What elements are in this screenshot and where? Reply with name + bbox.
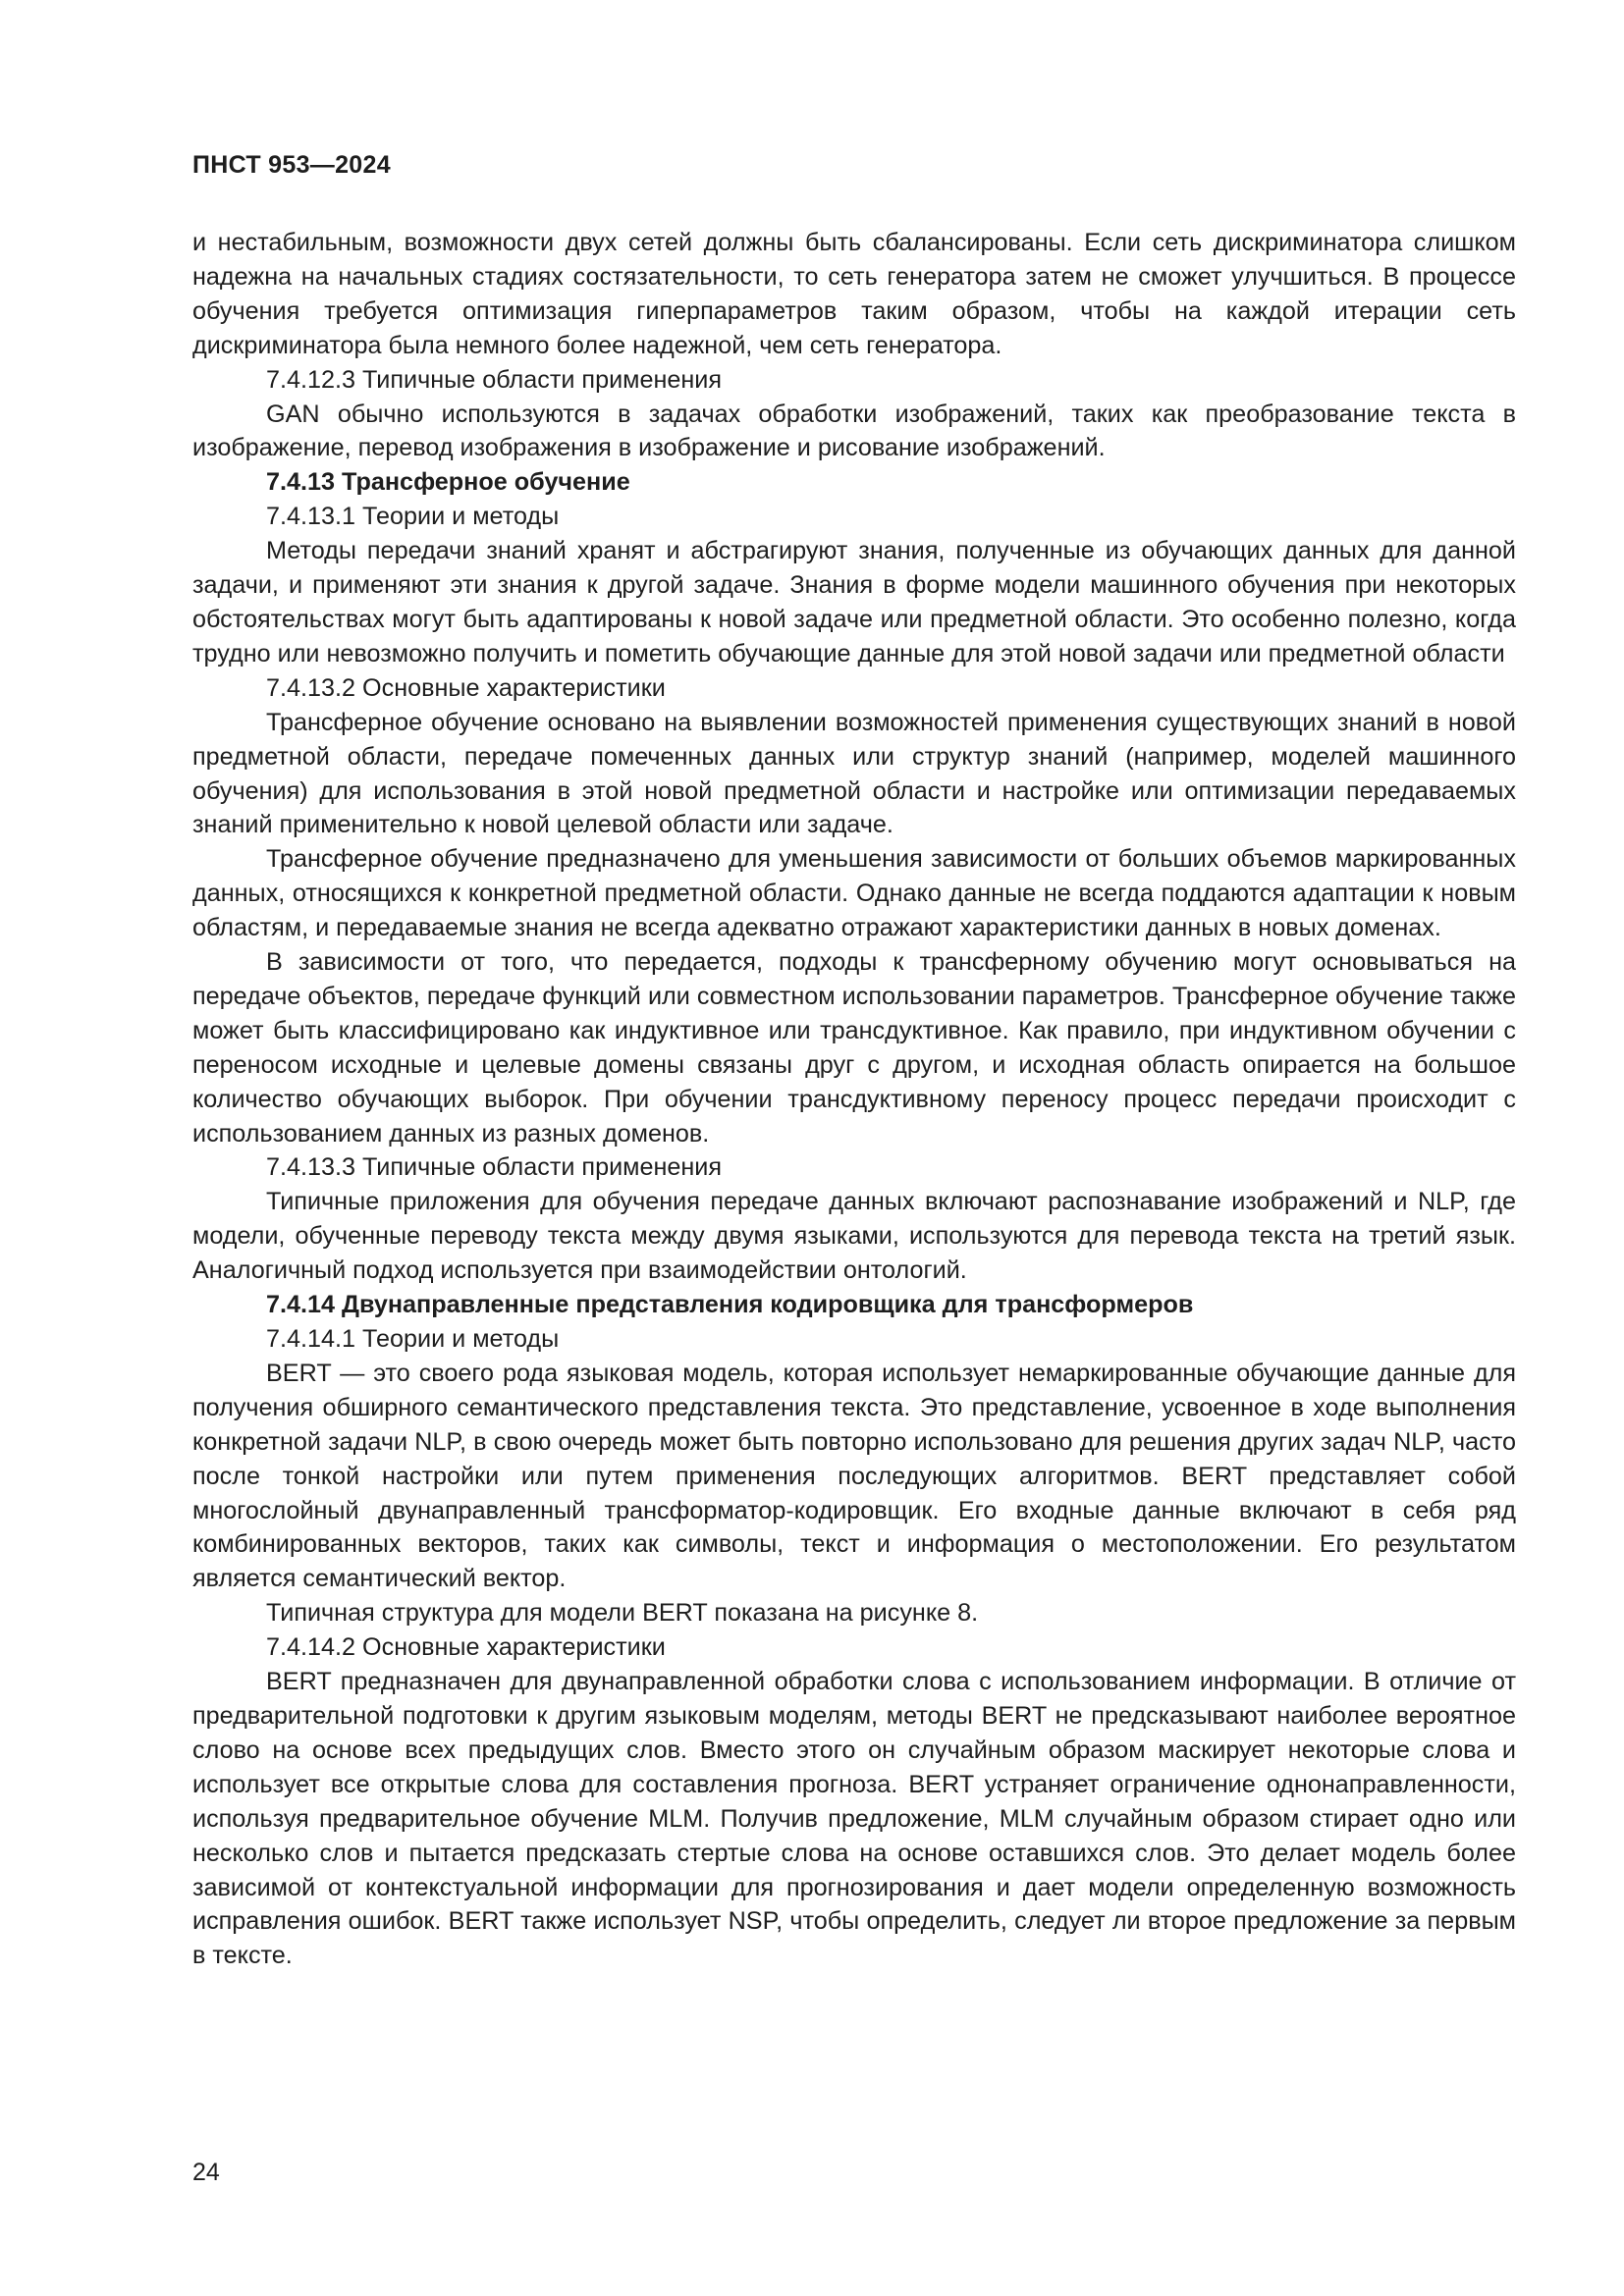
section-heading: 7.4.13 Трансферное обучение [266, 468, 630, 497]
paragraph: Трансферное обучение предназначено для уменьшения зависимости от больших объемов маркированных данных, относящихся к конкретной предметной области. Однако данные не всегда поддаются адаптации к новым областям, и передаваемые знания не всегда адекватно отражают характеристики данных в новых доменах. [192, 845, 1516, 942]
paragraph: BERT — это своего рода языковая модель, которая использует немаркированные обучающие данные для получения обширного семантического представления текста. Это представление, усвоенное в ходе выполнения конкретной задачи NLP, в свою очередь может быть повторно использовано для решения других задач NLP, часто после тонкой настройки или путем применения последующих алгоритмов. BERT представляет собой многослойный двунаправленный трансформатор-кодировщик. Его входные данные включают в себя ряд комбинированных векторов, таких как символы, текст и информация о местоположении. Его результатом является семантический вектор. [192, 1359, 1516, 1593]
subheading: 7.4.14.1 Теории и методы [266, 1325, 560, 1353]
paragraph: и нестабильным, возможности двух сетей должны быть сбалансированы. Если сеть дискриминатора слишком надежна на начальных стадиях состязательности, то сеть генератора затем не сможет улучшиться. В процессе обучения требуется оптимизация гиперпараметров таким образом, чтобы на каждой итерации сеть дискриминатора была немного более надежной, чем сеть генератора. [192, 229, 1516, 359]
paragraph: В зависимости от того, что передается, подходы к трансферному обучению могут основываться на передаче объектов, передаче функций или совместном использовании параметров. Трансферное обучение также может быть классифицировано как индуктивное или трансдуктивное. Как правило, при индуктивном обучении с переносом исходные и целевые домены связаны друг с другом, и исходная область опирается на большое количество обучающих выборок. При обучении трансдуктивному переносу процесс передачи происходит с использованием данных из разных доменов. [192, 948, 1516, 1148]
paragraph: Типичная структура для модели BERT показана на рисунке 8. [266, 1599, 979, 1628]
subheading: 7.4.13.1 Теории и методы [266, 503, 560, 531]
paragraph: Типичные приложения для обучения передаче данных включают распознавание изображений и NLP, где модели, обученные переводу текста между двумя языками, используются для перевода текста на третий язык. Аналогичный подход используется при взаимодействии онтологий. [192, 1188, 1516, 1285]
subheading: 7.4.13.3 Типичные области применения [266, 1153, 723, 1182]
subheading: 7.4.14.2 Основные характеристики [266, 1633, 666, 1662]
paragraph: Трансферное обучение основано на выявлении возможностей применения существующих знаний в новой предметной области, передаче помеченных данных или структур знаний (например, моделей машинного обучения) для использования в этой новой предметной области и настройке или оптимизации передаваемых знаний применительно к новой целевой области или задаче. [192, 708, 1516, 839]
document-body [192, 226, 1516, 1973]
document-header: ПНСТ 953—2024 [192, 151, 391, 179]
paragraph: Методы передачи знаний хранят и абстрагируют знания, полученные из обучающих данных для данной задачи, и применяют эти знания к другой задаче. Знания в форме модели машинного обучения при некоторых обстоятельствах могут быть адаптированы к новой задаче или предметной области. Это особенно полезно, когда трудно или невозможно получить и пометить обучающие данные для этой новой задачи или предметной области [192, 537, 1516, 667]
section-heading: 7.4.14 Двунаправленные представления кодировщика для трансформеров [266, 1291, 1194, 1319]
paragraph: BERT предназначен для двунаправленной обработки слова с использованием информации. В отличие от предварительной подготовки к другим языковым моделям, методы BERT не предсказывают наиболее вероятное слово на основе всех предыдущих слов. Вместо этого он случайным образом маскирует некоторые слова и использует все открытые слова для составления прогноза. BERT устраняет ограничение однонаправленности, используя предварительное обучение MLM. Получив предложение, MLM случайным образом стирает одно или несколько слов и пытается предсказать стертые слова на основе оставшихся слов. Это делает модель более зависимой от контекстуальной информации для прогнозирования и дает модели определенную возможность исправления ошибок. BERT также использует NSP, чтобы определить, следует ли второе предложение за первым в тексте. [192, 1668, 1516, 1970]
paragraph: GAN обычно используются в задачах обработки изображений, таких как преобразование текста в изображение, перевод изображения в изображение и рисование изображений. [192, 400, 1516, 462]
subheading: 7.4.13.2 Основные характеристики [266, 673, 666, 702]
subheading: 7.4.12.3 Типичные области применения [266, 365, 723, 394]
page-number: 24 [192, 2159, 220, 2186]
